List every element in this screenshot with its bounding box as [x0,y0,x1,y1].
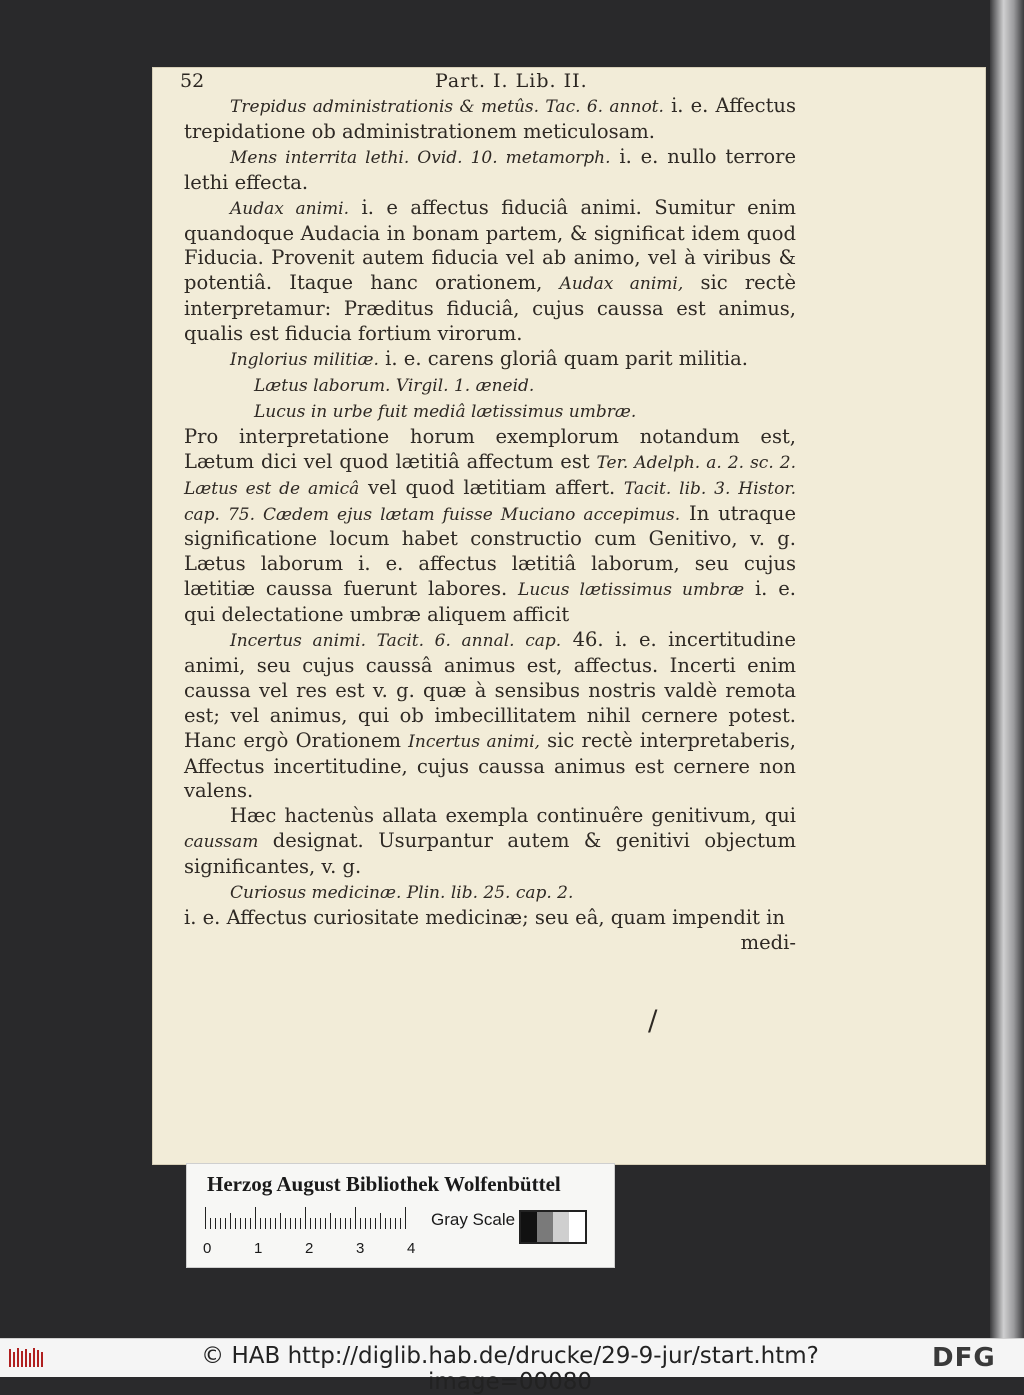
ruler-tick [275,1218,276,1229]
ruler-tick [205,1207,206,1229]
text-run: In utraque significatione locum habet constructio cum Genitivo, v. g. Lætus laborum i. e. affectus lætitiâ laborum, seu cujus lætitiæ caussa fuerunt labores. [184,501,797,601]
text-run: i. e. qui delectatione umbræ aliquem afficit [184,577,796,627]
text-paragraph [184,94,796,145]
italic-citation: caussam [184,832,259,853]
text-paragraph [184,906,796,931]
running-title: Part. I. Lib. II. [435,70,588,92]
ruler-number: 1 [254,1240,263,1257]
footer-bar [0,1338,1024,1395]
gray-scale-label: Gray Scale [431,1210,516,1229]
ruler-tick [335,1218,336,1229]
italic-citation: Trepidus administrationis & metûs. Tac. 6. annot. [230,97,664,117]
text-paragraph [184,373,796,399]
gray-swatch [569,1212,585,1242]
ruler-number: 2 [305,1240,314,1257]
ruler-tick [235,1218,236,1229]
ruler-tick [220,1218,221,1229]
ruler-tick [370,1218,371,1229]
text-run: medi- [740,930,796,954]
ruler-tick [340,1218,341,1229]
ruler-tick [300,1218,301,1229]
ruler-tick [330,1213,331,1229]
text-paragraph [184,628,796,804]
italic-citation: Curiosus medicinæ. Plin. lib. 25. cap. 2. [230,883,574,904]
text-run: i. e. Affectus curiositate medicinæ; seu eâ, quam impendit in [184,906,785,929]
gray-swatch [537,1212,553,1242]
ruler-tick [395,1218,396,1229]
book-edge [990,0,1024,1338]
ruler-tick [255,1207,256,1229]
ruler-tick [215,1218,216,1229]
ruler-tick [365,1218,366,1229]
ruler-tick [315,1218,316,1229]
ruler-number: 4 [407,1240,416,1257]
ruler-tick [295,1218,296,1229]
ruler-tick [305,1207,306,1229]
library-color-card [186,1163,615,1268]
text-run: i. e. nullo terrore lethi effecta. [184,144,796,194]
ruler-tick [350,1218,351,1229]
text-paragraph [184,145,796,196]
italic-citation: Lætus laborum. Virgil. 1. æneid. [254,375,535,396]
text-paragraph [184,347,796,373]
italic-citation: Incertus animi. Tacit. 6. annal. cap. [230,631,562,652]
ruler-tick [400,1218,401,1229]
library-name: Herzog August Bibliothek Wolfenbüttel [207,1172,561,1196]
ruler-tick [210,1218,211,1229]
italic-citation: Audax animi. [230,198,349,219]
ruler-number: 0 [203,1240,212,1257]
ruler-tick [345,1218,346,1229]
text-paragraph [184,880,796,906]
ruler-tick [310,1218,311,1229]
italic-citation: Audax animi, [559,274,684,295]
ruler-tick [240,1218,241,1229]
ruler-tick [245,1218,246,1229]
ruler-tick [325,1218,326,1229]
text-run: i. e affectus fiduciâ animi. Sumitur enim quandoque Audacia in bonam partem, & significat idem quod Fiducia. Provenit autem fiducia vel ab animo, vel à viribus & potentiâ. Itaque hanc orationem, [184,195,797,295]
text-paragraph [184,425,796,628]
text-paragraph [184,196,796,347]
ruler-tick [375,1218,376,1229]
text-paragraph [184,931,796,956]
ruler-scale [205,1207,409,1237]
ruler-tick [265,1218,266,1229]
italic-citation: Mens interrita lethi. Ovid. 10. metamorph. [230,147,611,168]
text-run: sic rectè interpretaberis, Affectus incertitudine, cujus caussa animus est cernere non valens. [184,728,796,803]
text-run: Pro interpretatione horum exemplorum notandum est, Lætum dici vel quod lætitiâ affectum est [184,424,796,473]
text-run: sic rectè interpretamur: Præditus fiduciâ, cujus caussa est animus, qualis est fiducia fortium virorum. [184,271,796,346]
ruler-tick [260,1218,261,1229]
stray-ink-mark: / [648,1004,658,1037]
ruler-tick [385,1218,386,1229]
italic-citation: Lucus in urbe fuit mediâ lætissimus umbræ. [254,401,637,422]
page-number: 52 [180,70,205,92]
text-paragraph [184,804,796,880]
gray-scale-swatches [519,1210,587,1244]
italic-citation: Tacit. lib. 3. Histor. cap. 75. Cædem ejus lætam fuisse Muciano accepimus. [184,478,796,525]
ruler-tick [250,1218,251,1229]
text-paragraph [184,399,796,425]
text-run: i. e. carens gloriâ quam parit militia. [378,347,748,371]
text-run: vel quod lætitiam affert. [359,475,624,499]
hab-logo-icon [8,1347,46,1369]
ruler-tick [390,1218,391,1229]
text-run: i. e. Affectus trepidatione ob administrationem meticulosam. [184,94,796,143]
text-run: designat. Usurpantur autem & genitivi objectum significantes, v. g. [184,829,796,879]
ruler-tick [230,1213,231,1229]
ruler-tick [225,1218,226,1229]
source-url-link[interactable]: © HAB http://diglib.hab.de/drucke/29-9-jur/start.htm?image=00080 [201,1343,819,1395]
ruler-number: 3 [356,1240,365,1257]
italic-citation: Lucus lætissimus umbræ [518,580,745,601]
ruler-tick [380,1213,381,1229]
ruler-tick [290,1218,291,1229]
ruler-tick [405,1207,406,1229]
ruler-tick [360,1218,361,1229]
italic-citation: Incertus animi, [408,731,540,752]
running-head [180,70,800,94]
ruler-tick [285,1218,286,1229]
gray-swatch [521,1212,537,1242]
ruler-tick [355,1207,356,1229]
ruler-tick [320,1218,321,1229]
page-text [184,94,796,956]
gray-swatch [553,1212,569,1242]
italic-citation: Inglorius militiæ. [230,350,379,371]
ruler-tick [280,1213,281,1229]
italic-citation: Ter. Adelph. a. 2. sc. 2. Lætus est de amicâ [184,452,796,499]
text-run: 46. i. e. incertitudine animi, seu cujus caussâ animus est, affectus. Incerti enim caussa vel res est v. g. quæ à sensibus nostris valdè remota est; vel animus, qui ob imbecillitatem nihil cernere potest. Hanc ergò Orationem [184,628,796,752]
dfg-logo: DFG [932,1343,996,1373]
text-run: Hæc hactenùs allata exempla continuêre genitivum, qui [230,804,796,828]
ruler-tick [270,1218,271,1229]
